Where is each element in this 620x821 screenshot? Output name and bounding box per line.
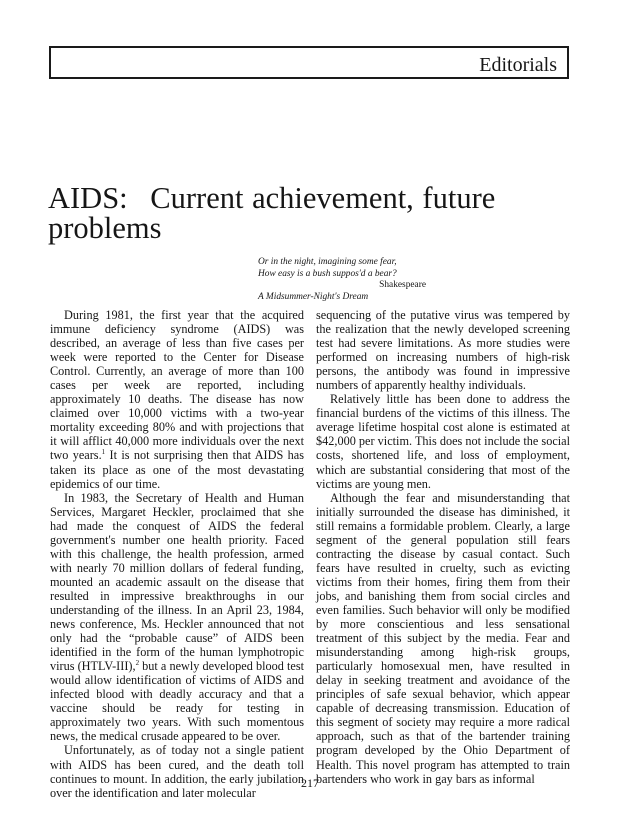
paragraph: Unfortunately, as of today not a single patient with AIDS has been cured, and the death toll continues to mount. In addition, the early jubilation over the identification and later molecular	[50, 743, 304, 800]
paragraph: Relatively little has been done to address the financial burdens of the victims of this illness. The average lifetime hospital cost alone is estimated at $42,000 per victim. This does not include the social costs, shortened life, and loss of employment, which are substantial considering that most of the victims are young men.	[316, 392, 570, 491]
section-header-box	[49, 46, 569, 79]
footnote-ref: 1	[101, 448, 106, 457]
paragraph: During 1981, the first year that the acquired immune deficiency syndrome (AIDS) was described, an average of less than five cases per week were reported to the Center for Disease Control. Currently, an average of more than 100 cases per week are reported, including approximately 10 deaths. The disease has now claimed over 10,000 victims with a two-year mortality exceeding 80% and with projections that it will afflict 40,000 more individuals over the next two years.$^1$ It is not surprising then that AIDS has taken its place as one of the most devastating epidemics of our time.	[50, 308, 304, 491]
epigraph-attribution	[258, 279, 438, 303]
epigraph-author: Shakespeare	[379, 280, 426, 290]
epigraph-work: A Midsummer-Night's Dream	[258, 292, 369, 302]
footnote-ref: 2	[135, 659, 140, 668]
paragraph: sequencing of the putative virus was tempered by the realization that the newly developed screening test had severe limitations. As more studies were performed on increasing numbers of high-risk persons, the antibody was found in impressive numbers of apparently healthy individuals.	[316, 308, 570, 393]
title-part-2: Current achievement, future problems	[48, 181, 496, 245]
section-label: Editorials	[479, 54, 557, 76]
left-column	[50, 308, 304, 800]
article-title	[48, 183, 578, 243]
title-part-1: AIDS:	[48, 181, 128, 215]
page-number: 217	[301, 776, 319, 790]
right-column	[316, 308, 570, 786]
paragraph: In 1983, the Secretary of Health and Human Services, Margaret Heckler, proclaimed that she had made the conquest of AIDS the federal government's number one health priority. Faced with this challenge, the health profession, armed with nearly 70 million dollars of federal funding, mounted an academic assault on the disease that resulted in impressive breakthroughs in our understanding of the illness. In an April 23, 1984, news conference, Ms. Heckler announced that not only had the “probable cause” of AIDS been identified in the form of the human lymphotropic virus (HTLV-III),$^2$ but a newly developed blood test would allow identification of victims of AIDS and infected blood with deadly accuracy and that a vaccine should be ready for testing in approximately two years. With such momentous news, the medical crusade appeared to be over.	[50, 490, 304, 744]
epigraph-line-1: Or in the night, imagining some fear,	[258, 257, 397, 267]
epigraph-line-2: How easy is a bush suppos'd a bear?	[258, 269, 397, 279]
paragraph: Although the fear and misunderstanding that initially surrounded the disease has diminished, it still remains a formidable problem. Clearly, a large segment of the general population still fears contracting the disease by casual contact. Such fears have resulted in cruelty, such as evicting victims from their homes, firing them from their jobs, and banishing them from social circles and even families. Such behavior will only be modified by more conscientious and less sensational treatment of this subject by the media. Fear and misunderstanding among high-risk groups, particularly homosexual men, have resulted in delay in seeking treatment and avoidance of the principles of safe sexual behavior, which appear capable of decreasing transmission. Education of this segment of society may require a more radical approach, such as that of the bartender training program developed by the Ohio Department of Health. This novel program has attempted to train bartenders who work in gay bars as informal	[316, 490, 570, 786]
epigraph	[258, 256, 438, 280]
